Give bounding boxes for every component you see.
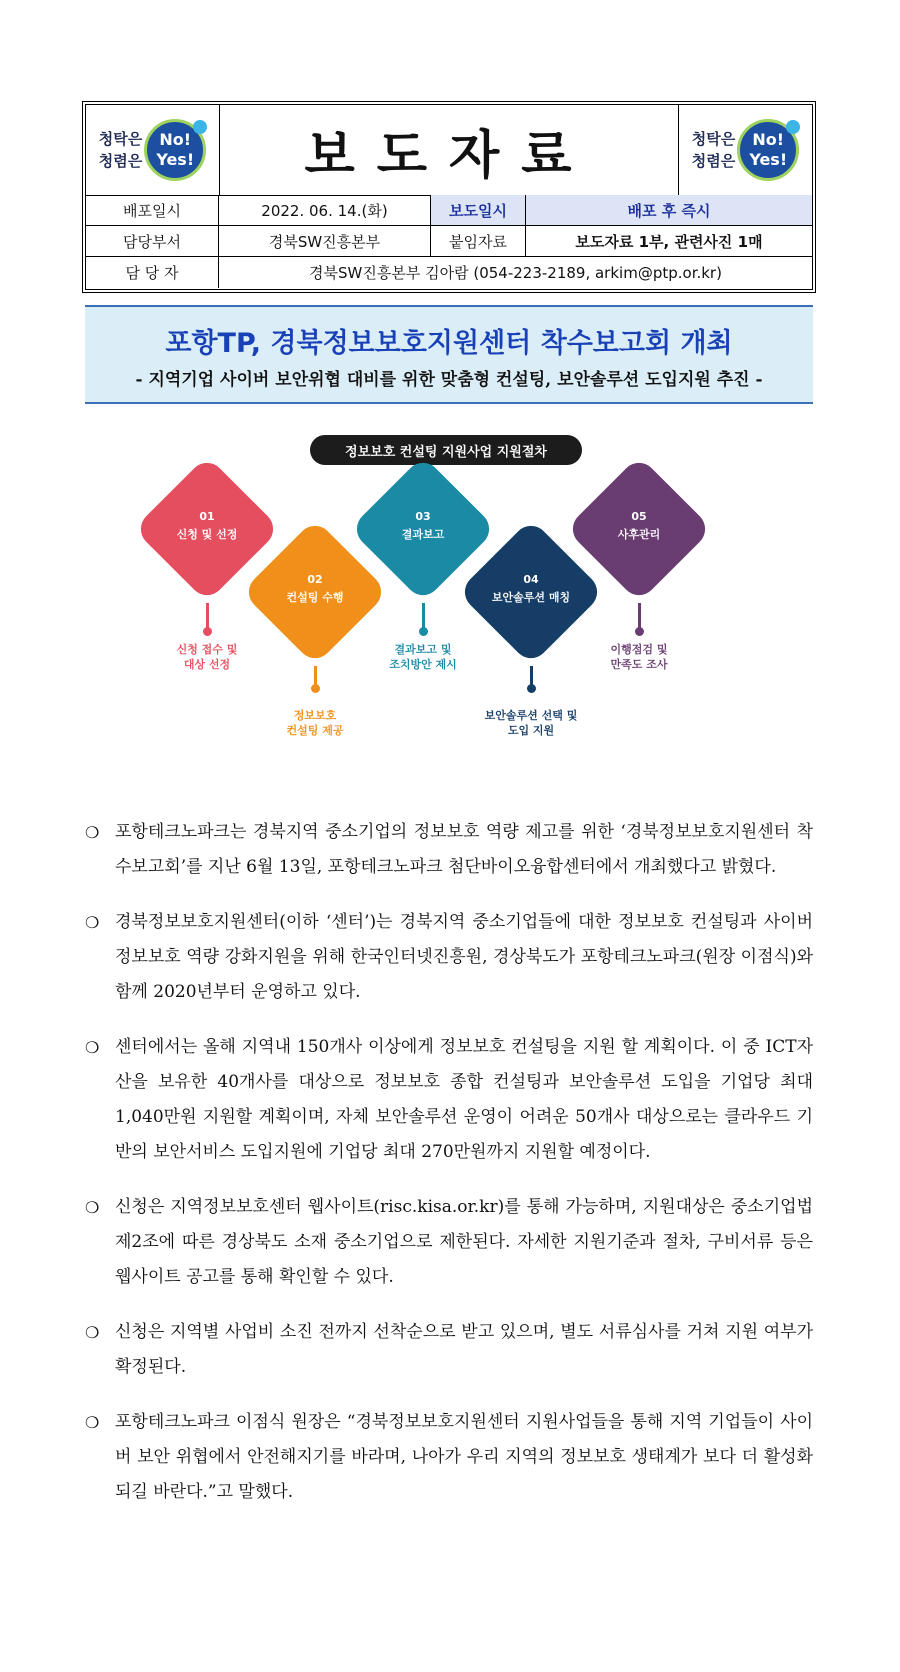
step-number: 05 (631, 510, 647, 523)
step-label: 신청 및 선정 (176, 528, 238, 541)
header-row-contact (86, 257, 812, 288)
logo-dot-icon (786, 120, 800, 134)
paragraph-1 (85, 815, 813, 885)
step-caption-01: 신청 접수 및 대상 선정 (176, 643, 238, 671)
paragraph-text: 센터에서는 올해 지역내 150개사 이상에게 정보보호 컨설팅을 지원 할 계획이다. 이 중 ICT자산을 보유한 40개사를 대상으로 정보보호 종합 컨설팅과 보안솔루션 도입을 기업당 최대 1,040만원 지원할 계획이며, 자체 보안솔루션 운영이 어려운 50개사 대상으로는 클라우드 기반의 보안서비스 도입지원에 기업당 최대 270만원까지 지원할 예정이다. (115, 1037, 813, 1162)
release-date-label: 배포일시 (86, 195, 219, 225)
report-date-label: 보도일시 (431, 195, 526, 225)
article-body (85, 815, 813, 1530)
attachment-label: 붙임자료 (431, 226, 526, 256)
step-text-04 (456, 572, 606, 608)
dept-label: 담당부서 (86, 226, 219, 256)
headline-subtitle: - 지역기업 사이버 보안위협 대비를 위한 맞춤형 컨설팅, 보안솔루션 도입지원 추진 - (135, 370, 763, 390)
page-title: 보도자료 (304, 124, 594, 186)
paragraph-6 (85, 1405, 813, 1510)
step-connector-02 (314, 666, 317, 686)
step-number: 03 (415, 510, 431, 523)
logo-yes: Yes! (156, 150, 195, 169)
release-date-value: 2022. 06. 14.(화) (219, 195, 431, 225)
contact-label: 담 당 자 (86, 257, 219, 288)
logo-line2: 청렴은 (98, 152, 143, 170)
step-label: 사후관리 (617, 528, 661, 541)
paragraph-2 (85, 905, 813, 1010)
attachment-value: 보도자료 1부, 관련사진 1매 (575, 232, 763, 251)
logo-right (678, 105, 812, 195)
circle-bullet-icon: ❍ (85, 1323, 100, 1342)
paragraph-text: 포항테크노파크는 경북지역 중소기업의 정보보호 역량 제고를 위한 ‘경북정보보호지원센터 착수보고회’를 지난 6월 13일, 포항테크노파크 첨단바이오융합센터에서 개최했다고 밝혔다. (115, 822, 813, 877)
circle-bullet-icon: ❍ (85, 1413, 100, 1432)
step-connector-04 (530, 666, 533, 686)
step-dot-04 (527, 684, 536, 693)
paragraph-text: 포항테크노파크 이점식 원장은 “경북정보보호지원센터 지원사업들을 통해 지역 기업들이 사이버 보안 위협에서 안전해지기를 바라며, 나아가 우리 지역의 정보보호 생태계가 보다 더 활성화되길 바란다.”고 말했다. (115, 1412, 813, 1502)
step-caption-03: 결과보고 및 조치방안 제시 (389, 643, 457, 671)
process-diagram (85, 425, 813, 785)
paragraph-5 (85, 1315, 813, 1385)
logo-dot-icon (193, 120, 207, 134)
step-label: 보안솔루션 매칭 (491, 591, 571, 604)
paragraph-text: 신청은 지역정보보호센터 웹사이트(risc.kisa.or.kr)를 통해 가능하며, 지원대상은 중소기업법 제2조에 따른 경상북도 소재 중소기업으로 제한된다. 자세한 지원기준과 절차, 구비서류 등은 웹사이트 공고를 통해 확인할 수 있다. (115, 1197, 813, 1287)
step-dot-05 (635, 627, 644, 636)
contact-value: 경북SW진흥본부 김아람 (054-223-2189, arkim@ptp.or.kr) (309, 264, 722, 282)
logo-no: No! (159, 130, 192, 149)
step-caption-02: 정보보호 컨설팅 제공 (286, 709, 344, 737)
dept-value: 경북SW진흥본부 (219, 226, 431, 256)
clean-logo (692, 119, 799, 181)
logo-no: No! (752, 130, 785, 149)
circle-bullet-icon: ❍ (85, 1038, 100, 1057)
step-dot-03 (419, 627, 428, 636)
circle-bullet-icon: ❍ (85, 823, 100, 842)
step-label: 결과보고 (401, 528, 445, 541)
circle-bullet-icon: ❍ (85, 913, 100, 932)
logo-badge (144, 119, 206, 181)
paragraph-text: 경북정보보호지원센터(이하 ‘센터’)는 경북지역 중소기업들에 대한 정보보호 컨설팅과 사이버 정보보호 역량 강화지원을 위해 한국인터넷진흥원, 경상북도가 포항테크노파크(원장 이점식)와 함께 2020년부터 운영하고 있다. (115, 912, 813, 1002)
header-title-row (86, 105, 812, 196)
step-label: 컨설팅 수행 (286, 591, 344, 604)
logo-line1: 청탁은 (691, 130, 736, 148)
circle-bullet-icon: ❍ (85, 1198, 100, 1217)
step-connector-03 (422, 603, 425, 629)
step-text-05 (564, 509, 714, 545)
step-number: 02 (307, 573, 323, 586)
logo-line2: 청렴은 (691, 152, 736, 170)
step-text-02 (240, 572, 390, 608)
headline-title: 포항TP, 경북정보보호지원센터 착수보고회 개최 (165, 328, 733, 359)
logo-badge (737, 119, 799, 181)
press-header-table (85, 104, 813, 290)
report-date-value: 배포 후 즉시 (526, 195, 812, 225)
step-dot-02 (311, 684, 320, 693)
header-row-dept (86, 226, 812, 257)
step-connector-01 (206, 603, 209, 629)
step-caption-04: 보안솔루션 선택 및 도입 지원 (484, 709, 578, 737)
diagram-title: 정보보호 컨설팅 지원사업 지원절차 (310, 435, 582, 465)
headline-banner (85, 305, 813, 404)
step-dot-01 (203, 627, 212, 636)
logo-line1: 청탁은 (98, 130, 143, 148)
step-caption-05: 이행점검 및 만족도 조사 (610, 643, 668, 671)
logo-yes: Yes! (749, 150, 788, 169)
logo-left (86, 105, 220, 195)
clean-logo (99, 119, 206, 181)
step-text-01 (132, 509, 282, 545)
paragraph-4 (85, 1190, 813, 1295)
paragraph-3 (85, 1030, 813, 1170)
step-connector-05 (638, 603, 641, 629)
paragraph-text: 신청은 지역별 사업비 소진 전까지 선착순으로 받고 있으며, 별도 서류심사를 거쳐 지원 여부가 확정된다. (115, 1322, 813, 1377)
header-row-release (86, 195, 812, 226)
step-number: 04 (523, 573, 539, 586)
step-number: 01 (199, 510, 215, 523)
step-text-03 (348, 509, 498, 545)
